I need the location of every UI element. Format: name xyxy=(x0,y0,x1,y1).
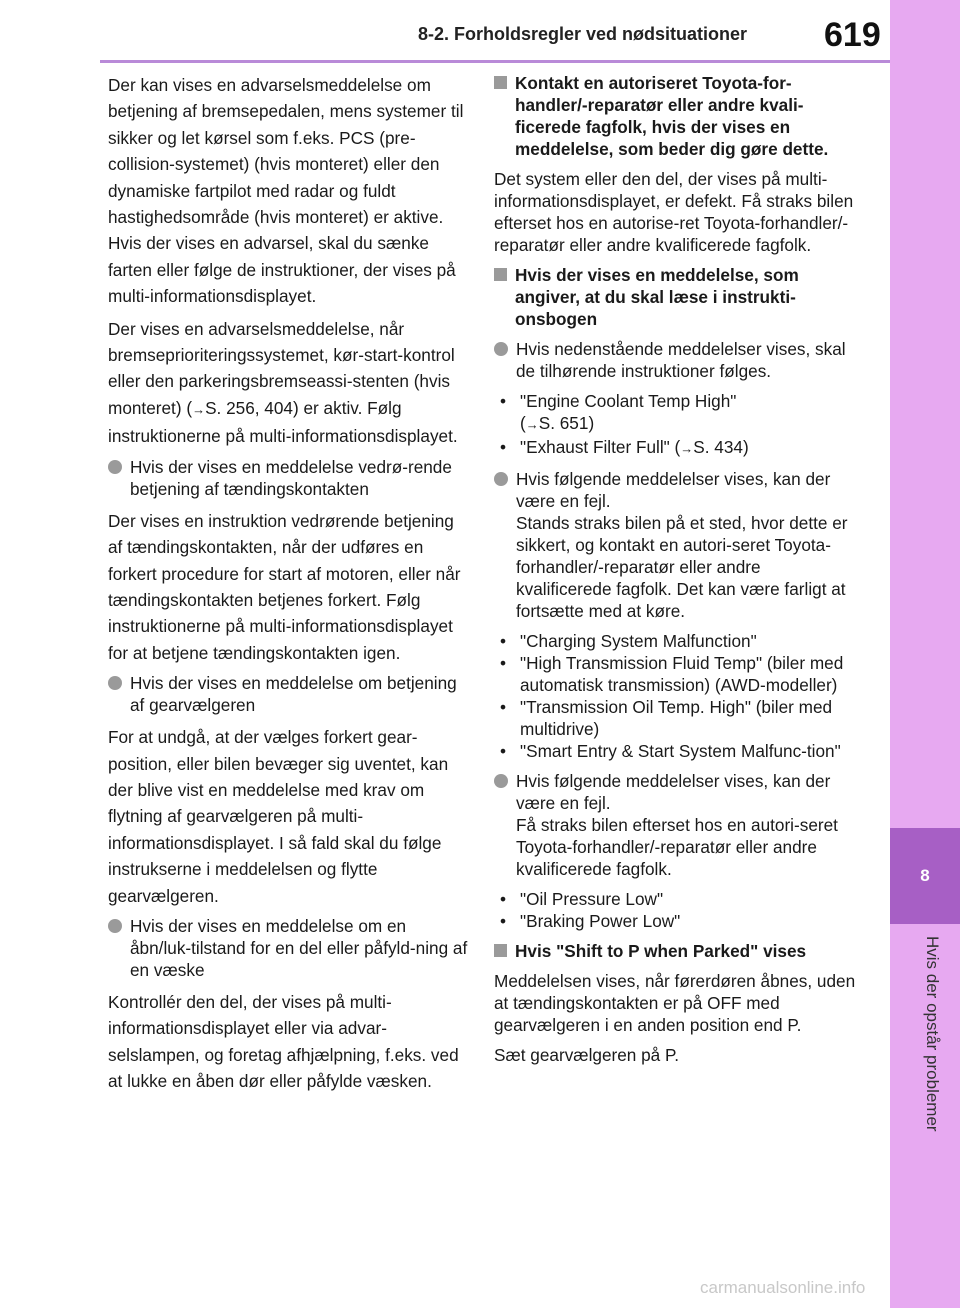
bullet-item: Hvis der vises en meddelelse om en åbn/luk-tilstand for en del eller påfyld-ning af en væske xyxy=(108,915,470,981)
list-item: • "Smart Entry & Start System Malfunc-tion" xyxy=(500,741,841,761)
paragraph: Meddelelsen vises, når førerdøren åbnes, uden at tændingskontakten er på OFF med gearvælgeren i en anden position end P. xyxy=(494,971,856,1035)
bullet-item: Hvis nedenstående meddelelser vises, skal de tilhørende instruktioner følges. xyxy=(494,338,858,382)
bullet-dot-icon xyxy=(494,342,508,356)
bullet-item: Hvis der vises en meddelelse om betjening af gearvælgeren xyxy=(108,672,470,716)
page-reference: S. 651 xyxy=(538,413,589,433)
chapter-title: Hvis der opstår problemer xyxy=(923,936,942,1132)
page-reference: S. 434 xyxy=(693,437,743,457)
message-list xyxy=(494,630,858,762)
message-list xyxy=(494,390,858,460)
message-list xyxy=(494,888,858,932)
arrow-right-icon: → xyxy=(525,417,539,432)
section-title: 8-2. Forholdsregler ved nødsituationer xyxy=(418,24,748,44)
paragraph: For at undgå, at der vælges forkert gear-position, eller bilen bevæger sig uventet, kan der blive vist en meddelelse med krav om flytning af gearvælgeren på multi-informationsdisplayet. I så fald skal du følge instrukserne i meddelelsen og flytte gearvælgeren. xyxy=(108,727,449,906)
page-number: 619 xyxy=(824,16,881,54)
list-item: • "Braking Power Low" xyxy=(500,911,681,931)
paragraph: Der vises en instruktion vedrørende betjening af tændingskontakten, når der udføres en forkert procedure for start af motoren, eller når tændingskontakten betjenes forkert. Følg instruktionerne på multi-informationsdisplayet for at betjene tændingskontakten igen. xyxy=(108,510,461,663)
list-item: • "Oil Pressure Low" xyxy=(500,889,664,909)
list-item: • "Charging System Malfunction" xyxy=(500,631,757,651)
arrow-right-icon: → xyxy=(680,441,694,456)
bullet-dot-icon xyxy=(108,676,122,690)
list-item: • "Engine Coolant Temp High" (→S. 651) xyxy=(500,391,737,433)
paragraph: Kontrollér den del, der vises på multi-informationsdisplayet eller via advar-selslampen, og foretag afhjælpning, f.eks. ved at lukke en åben dør eller påfylde væsken. xyxy=(108,991,459,1092)
bullet-item: Hvis der vises en meddelelse vedrø-rende betjening af tændingskontakten xyxy=(108,456,470,500)
bullet-item: Hvis følgende meddelelser vises, kan der være en fejl. Stands straks bilen på et sted, hvor dette er sikkert, og kontakt en autori-seret Toyota-forhandler/-reparatør eller andre kvalificerede fagfolk. Det kan være farligt at fortsætte med at køre. xyxy=(494,468,858,622)
page-reference: S. 256, 404 xyxy=(205,397,293,418)
paragraph: Det system eller den del, der vises på multi-informationsdisplayet, er defekt. Få straks bilen efterset hos en autorise-ret Toyota-forhandler/-reparatør eller andre kvalificerede fagfolk. xyxy=(494,169,854,255)
right-column xyxy=(494,72,858,1074)
list-item: • "Transmission Oil Temp. High" (biler med multidrive) xyxy=(500,697,833,739)
chapter-number: 8 xyxy=(920,866,930,885)
bullet-dot-icon xyxy=(108,460,122,474)
section-heading: Kontakt en autoriseret Toyota-for-handler/-reparatør eller andre kvali-ficerede fagfolk, hvis der vises en meddelelse, som beder dig gøre dette. xyxy=(494,72,858,160)
square-bullet-icon xyxy=(494,76,507,89)
header-rule xyxy=(100,60,890,63)
section-heading: Hvis der vises en meddelelse, som angiver, at du skal læse i instrukti-onsbogen xyxy=(494,264,858,330)
bullet-item: Hvis følgende meddelelser vises, kan der være en fejl. Få straks bilen efterset hos en autori-seret Toyota-forhandler/-reparatør eller andre kvalificerede fagfolk. xyxy=(494,770,858,880)
arrow-right-icon: → xyxy=(192,401,206,417)
paragraph-with-reference: Der vises en advarselsmeddelelse, når bremseprioriteringssystemet, kør-start-kontrol eller den parkeringsbremseassi-stenten (hvis monteret) (→S. 256, 404) er aktiv. Følg instruktionerne på multi-informationsdisplayet. xyxy=(108,318,458,447)
bullet-dot-icon xyxy=(494,774,508,788)
watermark: carmanualsonline.info xyxy=(700,1278,866,1297)
list-item: • "High Transmission Fluid Temp" (biler med automatisk transmission) (AWD-modeller) xyxy=(500,653,844,695)
paragraph: Sæt gearvælgeren på P. xyxy=(494,1045,680,1065)
section-heading: Hvis "Shift to P when Parked" vises xyxy=(494,940,858,962)
square-bullet-icon xyxy=(494,944,507,957)
left-column xyxy=(108,72,470,1101)
square-bullet-icon xyxy=(494,268,507,281)
paragraph: Der kan vises en advarselsmeddelelse om betjening af bremsepedalen, mens systemer til sikker og let kørsel som f.eks. PCS (pre-collision-systemet) (hvis monteret) eller den dynamiske fartpilot med radar og fuldt hastighedsområde (hvis monteret) er aktive. Hvis der vises en advarsel, skal du sænke farten eller følge de instruktioner, der vises på multi-informationsdisplayet. xyxy=(108,75,464,307)
page-header xyxy=(0,0,890,62)
bullet-dot-icon xyxy=(108,919,122,933)
list-item: • "Exhaust Filter Full" (→S. 434) xyxy=(500,437,749,457)
chapter-number-box xyxy=(890,828,960,924)
bullet-dot-icon xyxy=(494,472,508,486)
